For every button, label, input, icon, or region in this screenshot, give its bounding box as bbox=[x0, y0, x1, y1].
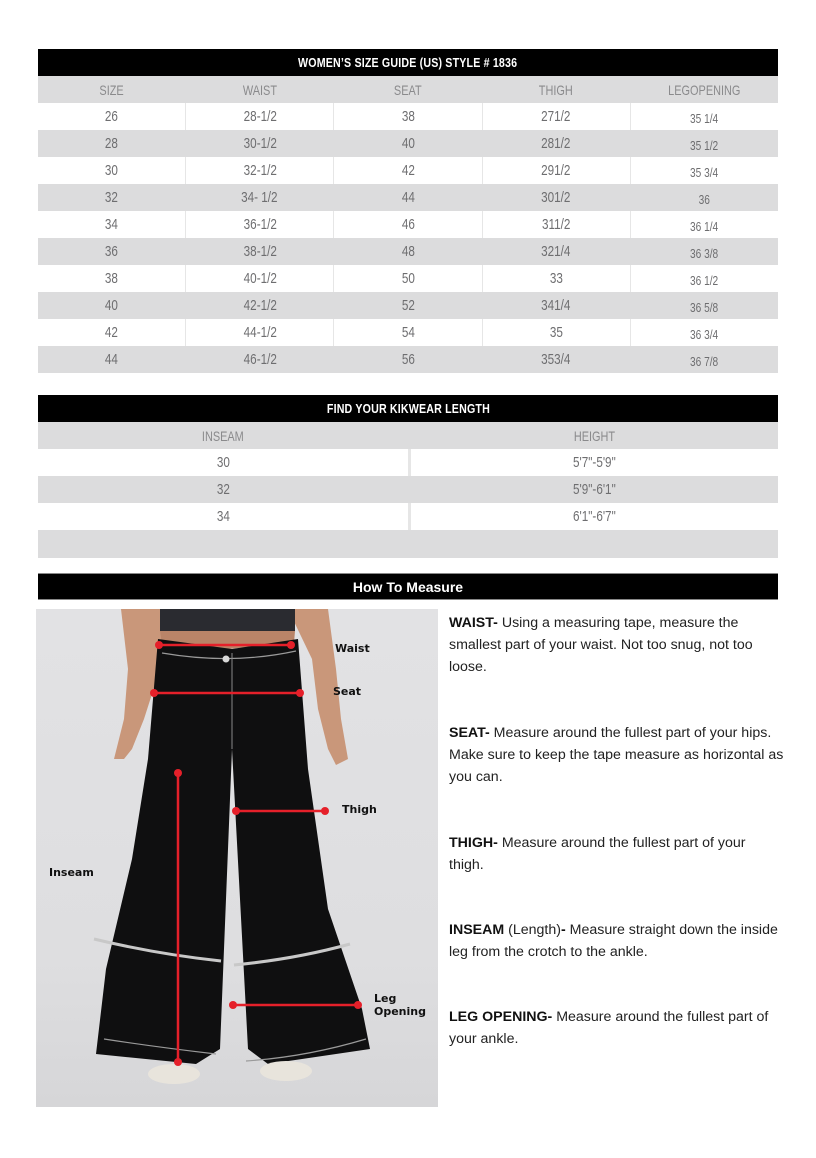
cell-height: 6'1"-6'7" bbox=[408, 503, 778, 530]
shoe-left bbox=[148, 1064, 200, 1084]
button bbox=[223, 656, 230, 663]
thigh-label: Thigh bbox=[342, 803, 377, 816]
cell-thigh: 33 bbox=[482, 265, 630, 292]
crop-top bbox=[160, 609, 295, 631]
size-guide-row bbox=[38, 157, 778, 184]
size-guide-row bbox=[38, 265, 778, 292]
instruction-waist bbox=[449, 612, 784, 678]
length-guide-header-row bbox=[38, 422, 778, 449]
cell-seat: 48 bbox=[401, 243, 415, 260]
cell-waist: 40-1/2 bbox=[185, 265, 333, 292]
cell-height: 5'7"-5'9" bbox=[408, 449, 778, 476]
cell-waist: 36-1/2 bbox=[185, 211, 333, 238]
cell-size: 32 bbox=[105, 189, 119, 206]
size-guide-row bbox=[38, 211, 778, 238]
cell-seat: 52 bbox=[401, 297, 415, 314]
waist-marker-start bbox=[155, 641, 163, 649]
length-guide-row bbox=[38, 503, 778, 530]
cell-seat: 40 bbox=[401, 135, 415, 152]
instruction-leg-opening bbox=[449, 1006, 784, 1050]
cell-size: 28 bbox=[105, 135, 119, 152]
cell-leg-opening: 36 3/4 bbox=[630, 319, 778, 346]
thigh-marker-end bbox=[321, 807, 329, 815]
cell-inseam: 34 bbox=[216, 508, 230, 525]
column-header-seat: SEAT bbox=[394, 81, 422, 98]
cell-seat: 56 bbox=[401, 351, 415, 368]
cell-leg-opening: 36 5/8 bbox=[690, 300, 719, 315]
seat-marker-start bbox=[150, 689, 158, 697]
cell-waist: 44-1/2 bbox=[185, 319, 333, 346]
model-illustration bbox=[36, 609, 438, 1107]
cell-leg-opening: 35 3/4 bbox=[630, 157, 778, 184]
cell-leg-opening: 35 1/2 bbox=[690, 138, 719, 153]
size-guide-row bbox=[38, 319, 778, 346]
instruction-inseam bbox=[449, 919, 784, 963]
seat-label: Seat bbox=[333, 685, 362, 698]
cell-seat: 42 bbox=[333, 157, 481, 184]
cell-size: 42 bbox=[105, 324, 119, 341]
length-guide-row bbox=[38, 476, 778, 503]
how-to-measure-title-bar bbox=[38, 573, 778, 600]
cell-waist: 46-1/2 bbox=[243, 351, 277, 368]
instruction-seat bbox=[449, 722, 784, 788]
size-guide-row bbox=[38, 103, 778, 130]
instruction-text: Measure around the fullest part of your thigh. bbox=[449, 835, 746, 873]
seat-marker-end bbox=[296, 689, 304, 697]
inseam-marker-start bbox=[174, 769, 182, 777]
shoe-right bbox=[260, 1061, 312, 1081]
cell-size: 40 bbox=[105, 297, 119, 314]
size-guide-row bbox=[38, 292, 778, 319]
cell-thigh: 321/4 bbox=[541, 243, 571, 260]
cell-seat: 54 bbox=[333, 319, 481, 346]
instruction-text: Measure around the fullest part of your ankle. bbox=[449, 1009, 769, 1047]
instruction-term: WAIST- bbox=[449, 615, 498, 631]
size-guide-row bbox=[38, 130, 778, 157]
size-guide-table bbox=[38, 49, 778, 373]
cell-leg-opening: 36 7/8 bbox=[690, 354, 719, 369]
thigh-marker-start bbox=[232, 807, 240, 815]
instruction-text: Using a measuring tape, measure the smallest part of your waist. Not too snug, not too loose. bbox=[449, 615, 753, 675]
length-guide-row bbox=[38, 449, 778, 476]
cell-size: 44 bbox=[105, 351, 119, 368]
column-header-leg-opening: LEGOPENING bbox=[668, 81, 741, 98]
cell-waist: 42-1/2 bbox=[243, 297, 277, 314]
size-guide-row bbox=[38, 238, 778, 265]
size-guide-header-row bbox=[38, 76, 778, 103]
cell-thigh: 311/2 bbox=[482, 211, 630, 238]
instruction-term: LEG OPENING- bbox=[449, 1009, 553, 1025]
cell-waist: 38-1/2 bbox=[243, 243, 277, 260]
cell-leg-opening: 36 bbox=[698, 192, 711, 207]
instruction-term: SEAT- bbox=[449, 725, 490, 741]
column-header-inseam: INSEAM bbox=[202, 427, 244, 444]
cell-height: 5'9"-6'1" bbox=[573, 481, 616, 498]
cell-size: 34 bbox=[105, 216, 119, 233]
cell-thigh: 35 bbox=[482, 319, 630, 346]
how-to-measure-title: How To Measure bbox=[352, 578, 464, 595]
waist-label: Waist bbox=[335, 642, 370, 655]
length-guide-table bbox=[38, 395, 778, 558]
cell-seat: 50 bbox=[333, 265, 481, 292]
instruction-text: Measure around the fullest part of your hips. Make sure to keep the tape measure as horizontal as you can. bbox=[449, 725, 784, 785]
instruction-term: INSEAM bbox=[449, 922, 505, 938]
inseam-marker-end bbox=[174, 1058, 182, 1066]
cell-seat: 38 bbox=[333, 103, 481, 130]
instruction-thigh bbox=[449, 832, 784, 876]
leg-opening-label: Leg Opening bbox=[374, 992, 426, 1018]
cell-size: 30 bbox=[105, 162, 119, 179]
cell-size: 38 bbox=[105, 270, 119, 287]
measurement-photo bbox=[36, 609, 438, 1107]
cell-thigh: 341/4 bbox=[541, 297, 571, 314]
length-guide-title-bar bbox=[38, 395, 778, 422]
size-guide-title: WOMEN’S SIZE GUIDE (US) STYLE # 1836 bbox=[298, 55, 518, 70]
instruction-term: THIGH- bbox=[449, 835, 498, 851]
cell-inseam: 32 bbox=[216, 481, 230, 498]
cell-waist: 28-1/2 bbox=[185, 103, 333, 130]
cell-waist: 30-1/2 bbox=[243, 135, 277, 152]
cell-seat: 46 bbox=[333, 211, 481, 238]
cell-leg-opening: 36 3/8 bbox=[690, 246, 719, 261]
cell-waist: 32-1/2 bbox=[185, 157, 333, 184]
cell-leg-opening: 36 1/4 bbox=[630, 211, 778, 238]
cell-waist: 34- 1/2 bbox=[241, 189, 279, 206]
cell-thigh: 271/2 bbox=[482, 103, 630, 130]
cell-thigh: 281/2 bbox=[541, 135, 571, 152]
column-header-thigh: THIGH bbox=[539, 81, 574, 98]
leg-opening-marker-end bbox=[354, 1001, 362, 1009]
cell-seat: 44 bbox=[401, 189, 415, 206]
cell-leg-opening: 35 1/4 bbox=[630, 103, 778, 130]
instruction-extra: (Length) bbox=[504, 922, 561, 938]
cell-thigh: 291/2 bbox=[482, 157, 630, 184]
cell-size: 26 bbox=[105, 108, 119, 125]
leg-opening-marker-start bbox=[229, 1001, 237, 1009]
cell-leg-opening: 36 1/2 bbox=[630, 265, 778, 292]
column-header-height: HEIGHT bbox=[573, 427, 616, 444]
column-header-waist: WAIST bbox=[242, 81, 277, 98]
waist-marker-end bbox=[287, 641, 295, 649]
length-guide-empty-row bbox=[38, 530, 778, 558]
inseam-label: Inseam bbox=[49, 866, 94, 879]
instruction-text: Measure straight down the inside leg from the crotch to the ankle. bbox=[449, 922, 778, 960]
size-guide-row bbox=[38, 346, 778, 373]
size-guide-title-bar bbox=[38, 49, 778, 76]
cell-thigh: 301/2 bbox=[541, 189, 571, 206]
size-guide-row bbox=[38, 184, 778, 211]
column-header-size: SIZE bbox=[99, 81, 124, 98]
cell-inseam: 30 bbox=[216, 454, 230, 471]
cell-thigh: 353/4 bbox=[541, 351, 571, 368]
length-guide-title: FIND YOUR KIKWEAR LENGTH bbox=[326, 401, 490, 416]
instruction-term-suffix: - bbox=[560, 922, 566, 938]
cell-size: 36 bbox=[105, 243, 119, 260]
